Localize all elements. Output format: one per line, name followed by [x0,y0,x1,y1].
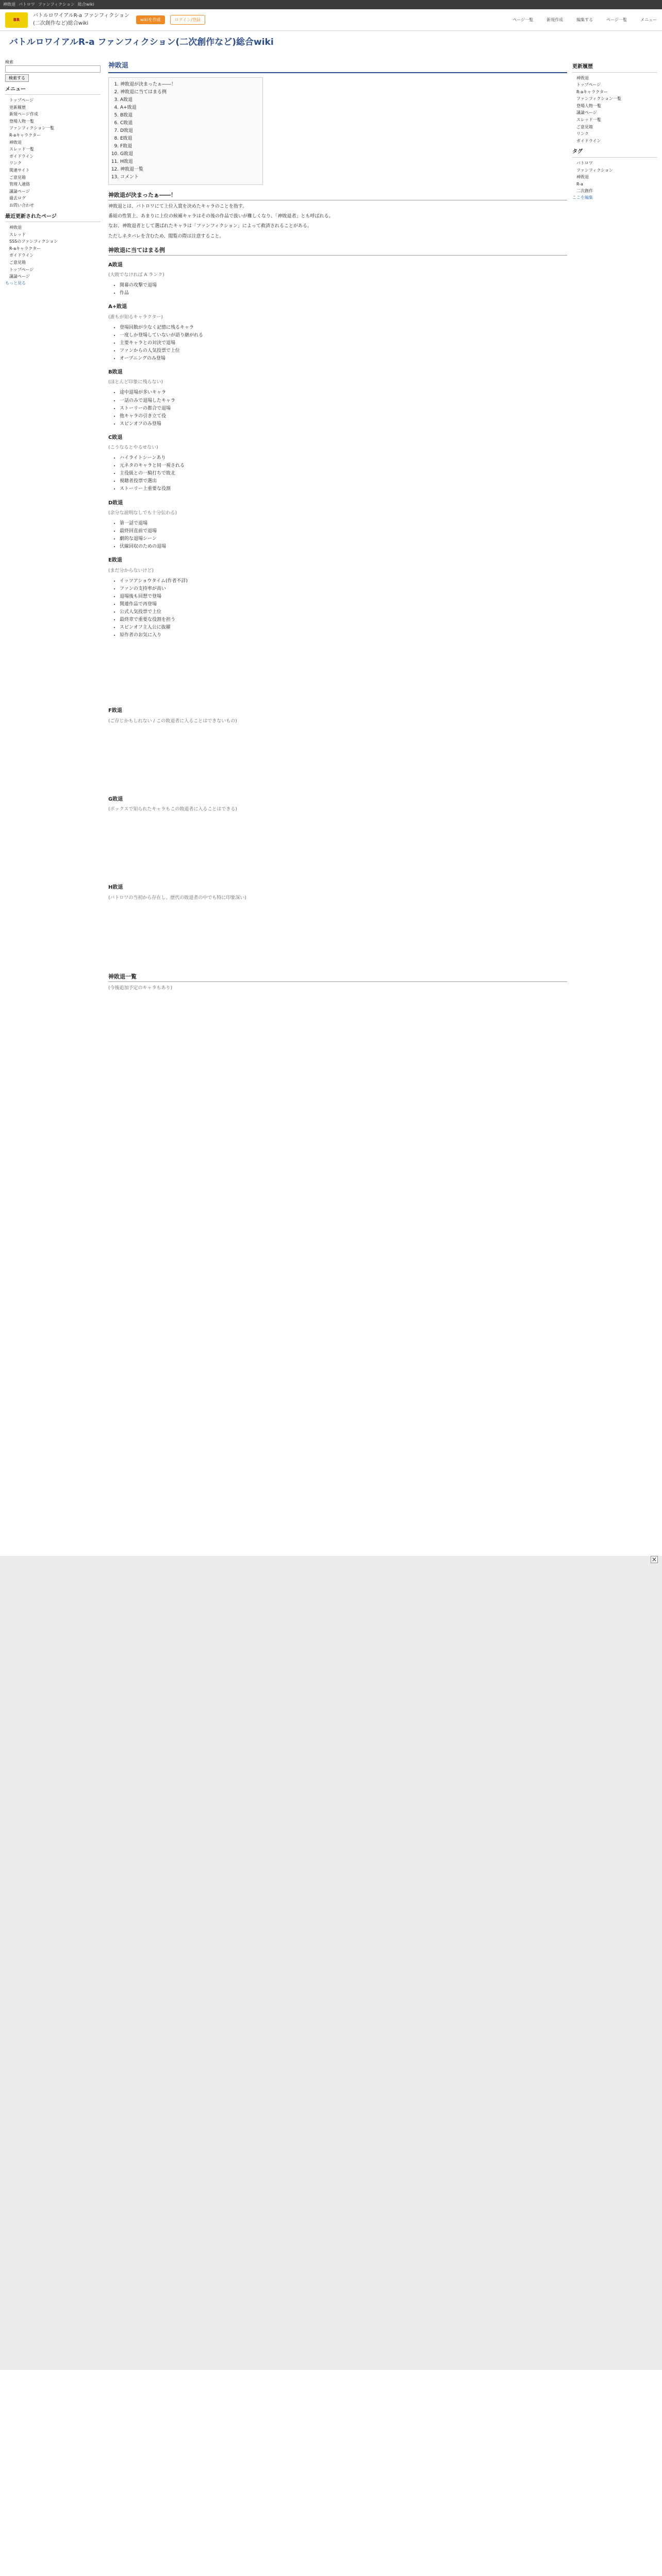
site-logo[interactable]: BR [5,12,28,28]
list-item: • 関連作品で再登場 [120,601,567,608]
menu-item[interactable]: ご意見箱 [9,175,26,180]
subsection-lead: (バトロワの当初から存在し、歴代の敗退者の中でも特に印象深い) [108,895,246,901]
section-heading: 神敗退一覧 [108,973,567,982]
list-item: • 主役級との一騎打ちで敗北 [120,470,567,478]
subsection-heading: A+敗退 [108,304,127,310]
toc-item[interactable]: 9. F敗退 [120,143,257,150]
subsection-heading: C敗退 [108,434,123,440]
toc-item[interactable]: 6. C敗退 [120,120,257,127]
menu-item[interactable]: 議論ページ [9,189,30,194]
create-wiki-button[interactable]: wikiを作成 [136,15,165,25]
browser-tab[interactable]: ファンフィクション [38,2,75,7]
toc-item[interactable]: 3. A敗退 [120,96,257,104]
header-nav [512,17,657,23]
toc-item[interactable]: 11. H敗退 [120,158,257,166]
subsection-lead: (余分な説明なしでも十分伝わる) [108,511,177,516]
menu-item[interactable]: 関連サイト [9,168,30,173]
toc-item[interactable]: 7. D敗退 [120,127,257,135]
subsection-lead: (こうなるとやるせない) [108,445,158,451]
list-item: • 最終章で重要な役割を担う [120,616,567,624]
menu-item[interactable]: ファンフィクション一覧 [9,126,55,131]
modal-overlay [0,1556,662,2370]
menu-item[interactable]: 神敗退 [9,140,22,145]
list-item: • 劇的な退場シーン [120,535,567,543]
recent-item[interactable]: R-aキャラクター [9,246,41,251]
recent-list [5,224,101,280]
menu-title: メニュー [5,86,101,95]
sections [108,262,567,551]
recent-item[interactable]: トップページ [9,267,34,272]
list-item: • 元ネタのキャラと同一視される [120,462,567,470]
tag-item[interactable]: バトロワ [576,160,593,165]
list-item: • ストーリーの都合で退場 [120,405,567,413]
header-nav-item[interactable]: 新規作成 [547,17,564,22]
list-item: • 主要キャラとの対決で退場 [120,340,567,347]
list-item: • 伏線回収のための退場 [120,543,567,551]
list-item: • ハイライトシーンあり [120,454,567,462]
section-heading: 神敗退に当てはまる例 [108,246,567,256]
subsection-heading: D敗退 [108,500,123,506]
update-item[interactable]: ファンフィクション一覧 [576,96,622,101]
recent-item[interactable]: スレッド [9,232,26,237]
browser-tab[interactable]: 総合wiki [77,2,94,7]
subsection-lead: (まだ分からないけど) [108,568,154,573]
bullet-list [108,282,567,297]
table-of-contents [108,77,263,185]
recent-item[interactable]: 議論ページ [9,274,30,279]
login-button[interactable]: ログイン/登録 [170,15,205,25]
edit-link[interactable]: ここを編集 [572,195,593,200]
tag-item[interactable]: 二次創作 [576,189,593,194]
menu-item[interactable]: R-aキャラクター [9,133,41,138]
subsection-heading: H敗退 [108,885,123,891]
subsection-lead: (誰もが知るキャラクター) [108,314,163,320]
menu-item[interactable]: リンク [9,161,22,166]
update-history-title: 更新履歴 [572,63,657,73]
list-item: • 開幕の攻撃で退場 [120,282,567,290]
list-item: • 視聴者投票で選出 [120,478,567,485]
list-item: • 第一話で退場 [120,520,567,528]
list-item: • 途中退場が多いキャラ [120,389,567,397]
toc-item[interactable]: 1. 神敗退が決まったぁ――！ [120,81,257,89]
subsection-heading: B敗退 [108,369,123,375]
toc-item[interactable]: 10. G敗退 [120,150,257,158]
page-title: バトルロワイアルR-a ファンフィクション(二次創作など)総合wiki [9,37,274,47]
more-link[interactable]: もっと見る [5,280,26,285]
tag-item[interactable]: 神敗退 [576,175,589,180]
subsection-lead: (ボックスで知られたキャラもこの敗退者に入ることはできる) [108,807,237,812]
menu-item[interactable]: 登場人物一覧 [9,118,34,124]
subsection-heading: E敗退 [108,557,122,564]
menu-item[interactable]: お問い合わせ [9,203,34,208]
update-item[interactable]: 登場人物一覧 [576,103,601,108]
recent-item[interactable]: ガイドライン [9,253,34,258]
toc-item[interactable]: 12. 神敗退一覧 [120,166,257,174]
list-item: • スピンオフのみ登場 [120,420,567,428]
search-label: 検索 [5,60,13,64]
browser-tab[interactable]: パトロワ [19,2,35,7]
bullet-list [108,324,567,363]
menu-item[interactable]: ガイドライン [9,154,34,159]
list-item: • 作品 [120,290,567,297]
update-history-list [572,75,657,145]
list-item: • ファンの支持率が高い [120,585,567,593]
list-item: • オープニングのみ登場 [120,355,567,363]
paragraph: 番組の性質上、あまりに上位の候補キャラはその後の作品で扱いが難しくなり、「神敗退者」とも呼ばれる。 [108,214,334,219]
update-item[interactable]: R-aキャラクター [576,89,608,94]
subsection-heading: F敗退 [108,708,122,714]
bullet-list [108,578,567,639]
subsection-lead: (ご存じかもしれない / この敗退者に入ることはできないもの) [108,718,237,724]
right-sidebar [572,59,657,201]
header-nav-item[interactable]: ページ一覧 [512,17,534,22]
update-item[interactable]: 議論ページ [576,110,597,115]
menu-item[interactable]: スレッド一覧 [9,147,34,152]
menu-item[interactable]: 管理人連絡 [9,182,30,187]
list-item: • 最終回直前で退場 [120,528,567,535]
recent-title: 最近更新されたページ [5,213,101,223]
paragraph: 神敗退とは、バトロワにて上位入賞を決めたキャラのことを指す。 [108,204,247,210]
paragraph: なお、神敗退者として選ばれたキャラは「ファンフィクション」によって救済されることがある。 [108,224,312,229]
header-nav-item[interactable]: ページ一覧 [606,17,627,22]
list-item: • 原作者のお気に入り [120,632,567,639]
tags-title: タグ [572,148,657,158]
browser-tab-bar [0,0,662,9]
bullet-list [108,454,567,493]
header-nav-item[interactable]: 編集する [576,17,593,22]
list-item: • 登場回数が少なく記憶に残るキャラ [120,324,567,332]
toc-item[interactable]: 5. B敗退 [120,112,257,120]
bullet-list [108,520,567,551]
list-item: • スピンオフ主人公に抜擢 [120,624,567,632]
update-item[interactable]: スレッド一覧 [576,117,601,123]
list-item: • ファンからの人気投票で上位 [120,347,567,355]
search-input[interactable] [5,65,101,73]
update-item[interactable]: トップページ [576,82,601,88]
close-icon[interactable]: × [651,1556,657,1564]
update-item[interactable]: リンク [576,131,589,137]
menu-item[interactable]: トップページ [9,98,34,103]
list-item: • ストーリー上重要な役割 [120,485,567,493]
search-button[interactable]: 検索する [5,74,29,82]
menu-item[interactable]: 更新履歴 [9,105,26,110]
recent-item[interactable]: SSSのファンフィクション [9,239,58,244]
list-item: • 退場後も回想で登場 [120,593,567,601]
list-item: • 他キャラの引き立て役 [120,413,567,420]
subsection-lead: (今後追加予定のキャラもあり) [108,985,173,991]
list-item: • 公式人気投票で上位 [120,608,567,616]
subsection-lead: (ほとんど印象に残らない) [108,380,163,385]
tag-list [572,160,657,195]
site-title[interactable]: バトルロワイアルR-a ファンフィクション(二次創作など)総合wiki [33,13,130,26]
toc-item[interactable]: 2. 神敗退に当てはまる例 [120,89,257,96]
section-heading: 神敗退が決まったぁ――！ [108,191,567,200]
list-item: • 一話のみで退場したキャラ [120,397,567,405]
article-heading: 神敗退 [108,61,567,73]
subsection-lead: (大敗でなければ A ランク) [108,273,164,278]
list-item: • 一度しか登場していないが語り継がれる [120,332,567,340]
toc-item[interactable]: 8. E敗退 [120,135,257,143]
subsection-heading: A敗退 [108,262,123,268]
menu-item[interactable]: 新規ページ作成 [9,112,38,117]
update-item[interactable]: ガイドライン [576,138,601,143]
toc-item[interactable]: 4. A+敗退 [120,104,257,112]
update-item[interactable]: 神敗退 [576,75,589,80]
site-header [0,9,662,31]
tag-item[interactable]: ファンフィクション [576,167,614,173]
header-nav-item[interactable]: メニュー [640,17,657,22]
list-item: • イッツアショウタイム(作者不詳) [120,578,567,585]
left-sidebar [5,59,101,286]
paragraph: ただしネタバレを含むため、閲覧の際は注意すること。 [108,233,224,239]
bullet-list [108,389,567,428]
tag-item[interactable]: R-a [576,181,584,187]
menu-item[interactable]: 過去ログ [9,196,26,201]
recent-item[interactable]: ご意見箱 [9,260,26,265]
menu-list [5,97,101,209]
subsection-heading: G敗退 [108,796,123,802]
recent-item[interactable]: 神敗退 [9,225,22,230]
update-item[interactable]: ご意見箱 [576,124,593,129]
toc-item[interactable]: 13. コメント [120,174,257,181]
browser-tab[interactable]: 神敗退 [3,2,15,7]
